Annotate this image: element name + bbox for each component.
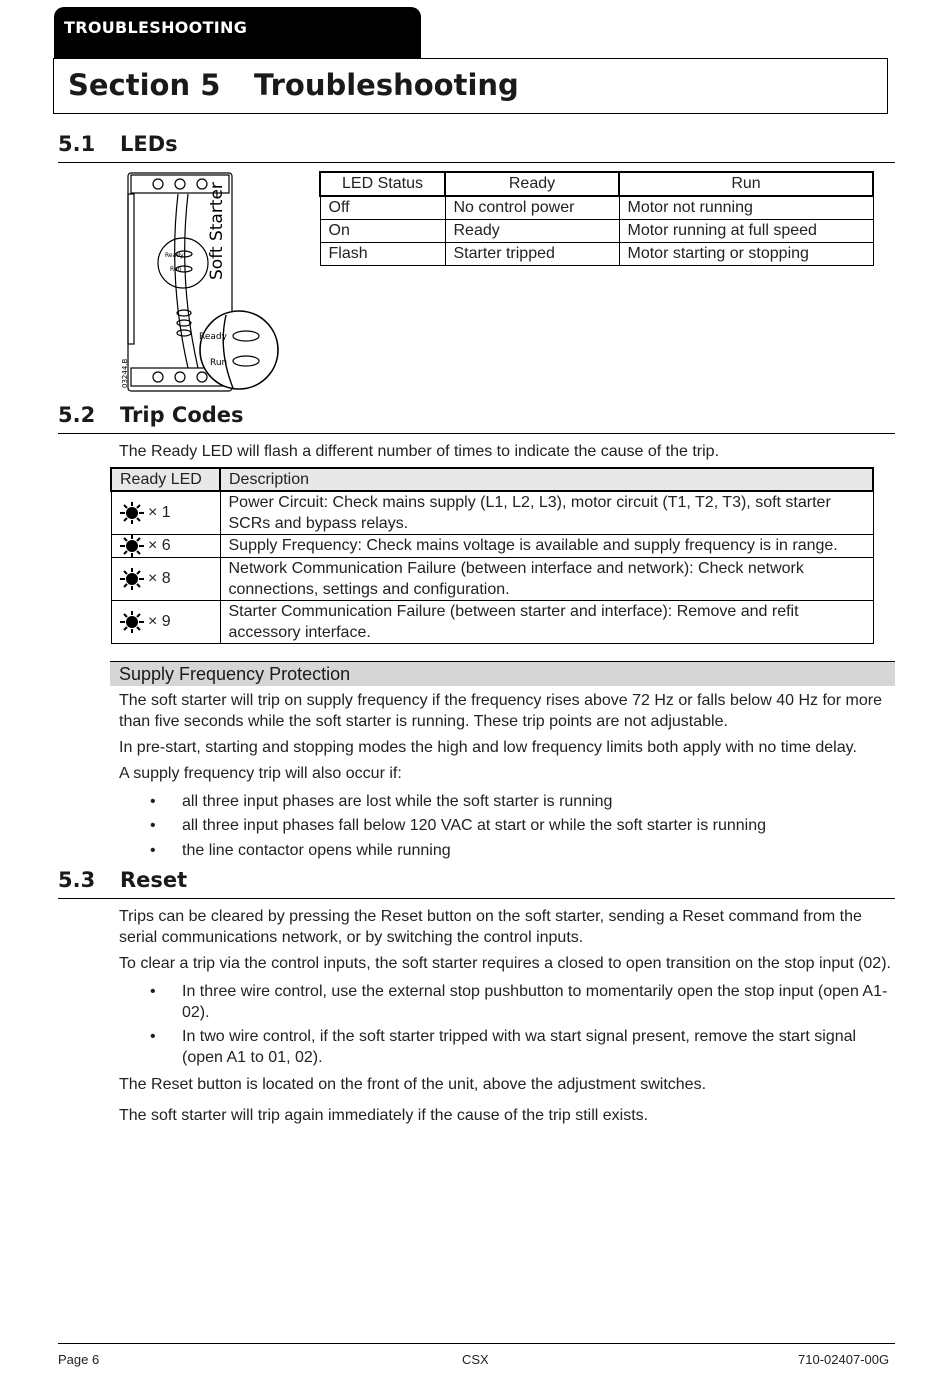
- flash-count: × 1: [147, 504, 171, 522]
- header-tab: [54, 7, 421, 58]
- list-item-text: In three wire control, use the external stop pushbutton to momentarily open the stop input (open A1-02).: [182, 983, 888, 1021]
- divider: [58, 433, 895, 434]
- table-cell: Flash: [320, 243, 445, 266]
- table-row: [111, 558, 873, 601]
- heading-reset-title: Reset: [120, 868, 188, 892]
- table-header-cell: Run: [619, 172, 873, 196]
- table-header-row: [320, 172, 873, 196]
- table-cell: Off: [320, 196, 445, 220]
- subhead-label: Supply Frequency Protection: [119, 664, 351, 684]
- flashing-led-icon: [120, 568, 144, 590]
- heading-reset-number: 5.3: [58, 868, 96, 892]
- led-flash-cell: [111, 558, 220, 601]
- soft-starter-diagram: [118, 170, 283, 398]
- table-cell: No control power: [445, 196, 619, 220]
- heading-leds-number: 5.1: [58, 132, 96, 156]
- table-cell: Network Communication Failure (between interface and network): Check network connections, settings and configuration.: [220, 558, 873, 601]
- header-tab-label: TROUBLESHOOTING: [64, 18, 248, 37]
- led-status-table: [319, 171, 874, 266]
- reset-paragraph: Trips can be cleared by pressing the Reset button on the soft starter, sending a Reset command from the serial communications network, or by switching the control inputs.: [119, 908, 862, 946]
- table-row: [320, 196, 873, 220]
- section-number: Section 5: [68, 68, 221, 102]
- table-row: [320, 220, 873, 243]
- heading-leds-title: LEDs: [120, 132, 178, 156]
- section-title: Troubleshooting: [254, 68, 519, 102]
- figure-code: 03244.B: [121, 358, 129, 388]
- divider: [58, 898, 895, 899]
- figure-run-small: Run: [170, 266, 182, 273]
- table-cell: Starter Communication Failure (between starter and interface): Remove and refit accessory interface.: [220, 601, 873, 644]
- table-row: [111, 601, 873, 644]
- flash-count: × 8: [147, 570, 171, 588]
- list-item-text: all three input phases fall below 120 VAC at start or while the soft starter is running: [182, 817, 767, 834]
- figure-brand-label: Soft Starter: [207, 182, 227, 280]
- table-header-cell: Description: [220, 468, 873, 491]
- flashing-led-icon: [120, 535, 144, 557]
- table-cell: Ready: [445, 220, 619, 243]
- heading-trip-codes: [58, 403, 244, 427]
- list-item-text: In two wire control, if the soft starter tripped with wa start signal present, remove the start signal (open A1 to 01, 02).: [182, 1028, 857, 1066]
- led-flash-cell: [111, 601, 220, 644]
- table-cell: Motor not running: [619, 196, 873, 220]
- footer-product: CSX: [462, 1352, 489, 1367]
- footer-divider: [58, 1343, 895, 1344]
- sfp-paragraph: In pre-start, starting and stopping modes the high and low frequency limits both apply with no time delay.: [119, 739, 857, 756]
- table-cell: Power Circuit: Check mains supply (L1, L2, L3), motor circuit (T1, T2, T3), soft starter SCRs and bypass relays.: [220, 491, 873, 535]
- led-flash-cell: [111, 491, 220, 535]
- section-title-box: [53, 58, 888, 114]
- table-row: [111, 491, 873, 535]
- flashing-led-icon: [120, 502, 144, 524]
- reset-paragraph: To clear a trip via the control inputs, the soft starter requires a closed to open transition on the stop input (02).: [119, 955, 891, 972]
- reset-paragraph: The Reset button is located on the front of the unit, above the adjustment switches.: [119, 1076, 707, 1093]
- sfp-paragraph: The soft starter will trip on supply frequency if the frequency rises above 72 Hz or falls below 40 Hz for more than five seconds while the soft starter is running. These trip points are not adjustable.: [119, 692, 883, 730]
- table-header-cell: Ready LED: [111, 468, 220, 491]
- table-cell: Starter tripped: [445, 243, 619, 266]
- figure-ready-small: Ready: [165, 252, 184, 259]
- footer-page: Page 6: [58, 1352, 100, 1367]
- table-header-cell: LED Status: [320, 172, 445, 196]
- heading-trip-codes-title: Trip Codes: [120, 403, 244, 427]
- table-cell: Motor starting or stopping: [619, 243, 873, 266]
- list-item-text: the line contactor opens while running: [182, 842, 451, 859]
- supply-frequency-protection-heading: [110, 661, 895, 686]
- list-item-text: all three input phases are lost while the soft starter is running: [182, 793, 613, 810]
- table-cell: Motor running at full speed: [619, 220, 873, 243]
- trip-codes-intro: The Ready LED will flash a different number of times to indicate the cause of the trip.: [119, 443, 720, 460]
- table-row: [111, 535, 873, 558]
- heading-trip-codes-number: 5.2: [58, 403, 96, 427]
- table-row: [320, 243, 873, 266]
- footer-doc-number: 710-02407-00G: [798, 1352, 890, 1367]
- led-flash-cell: [111, 535, 220, 558]
- table-cell: Supply Frequency: Check mains voltage is available and supply frequency is in range.: [220, 535, 873, 558]
- table-header-cell: Ready: [445, 172, 619, 196]
- heading-reset: [58, 868, 187, 892]
- heading-leds: [58, 132, 178, 156]
- flash-count: × 6: [147, 537, 171, 555]
- table-header-row: [111, 468, 873, 491]
- flash-count: × 9: [147, 613, 171, 631]
- table-cell: On: [320, 220, 445, 243]
- figure-ready-zoom: Ready: [199, 332, 227, 342]
- figure-run-zoom: Run: [210, 358, 228, 368]
- divider: [58, 162, 895, 163]
- sfp-paragraph: A supply frequency trip will also occur if:: [119, 765, 402, 782]
- reset-paragraph: The soft starter will trip again immediately if the cause of the trip still exists.: [119, 1107, 649, 1124]
- flashing-led-icon: [120, 611, 144, 633]
- trip-codes-table: [110, 467, 874, 644]
